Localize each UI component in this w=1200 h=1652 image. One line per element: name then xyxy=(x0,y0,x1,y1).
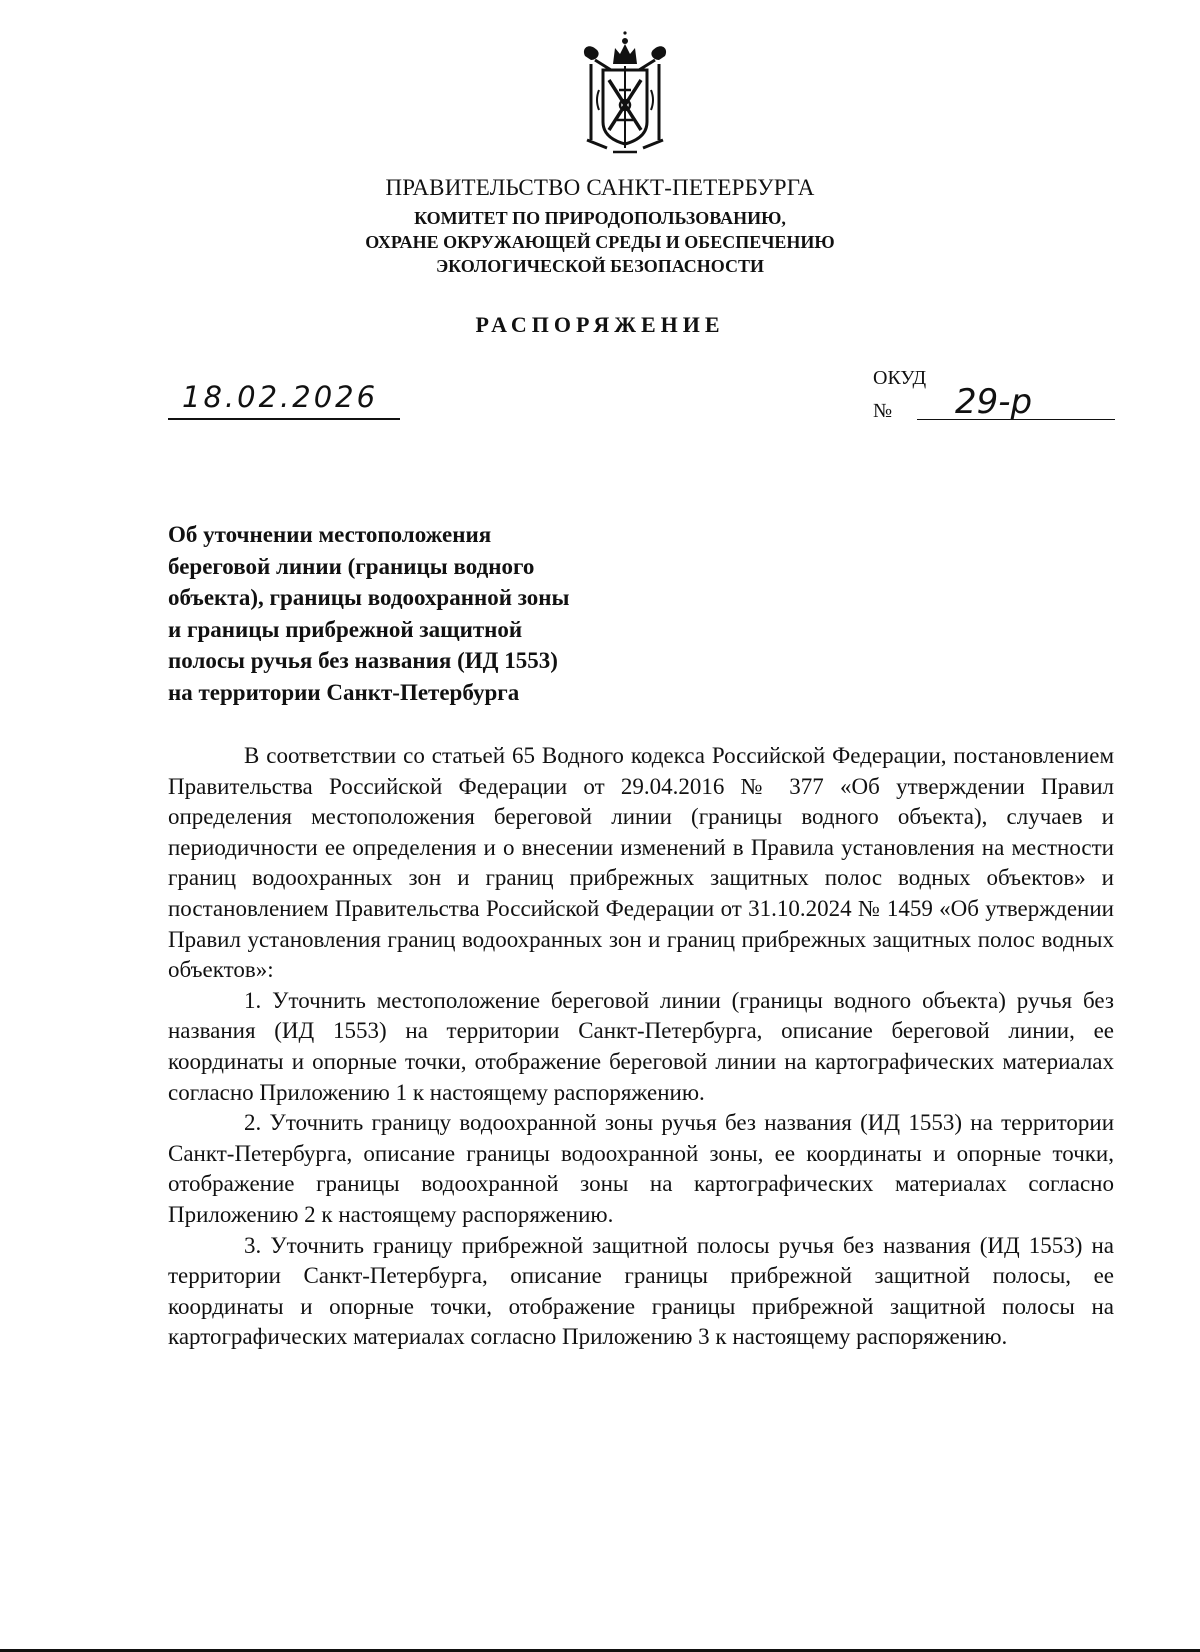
okud-label: ОКУД xyxy=(873,367,927,389)
title-line: и границы прибрежной защитной xyxy=(168,616,523,642)
clause-paragraph: 2. Уточнить границу водоохранной зоны ручья без названия (ИД 1553) на территории Санкт-Петербурга, описание границы водоохранной зоны, ее координаты и опорные точки, отображение границы водоохранной зоны на картографических материалах согласно Приложению 2 к настоящему распоряжению. xyxy=(168,1110,1114,1227)
committee-line: ЭКОЛОГИЧЕСКОЙ БЕЗОПАСНОСТИ xyxy=(435,256,765,276)
committee-name xyxy=(0,206,1200,278)
document-title xyxy=(168,519,688,708)
title-line: объекта), границы водоохранной зоны xyxy=(168,585,570,610)
title-line: на территории Санкт-Петербурга xyxy=(168,679,520,705)
preamble-paragraph: В соответствии со статьей 65 Водного кодекса Российской Федерации, постановлением Правительства Российской Федерации от 29.04.2016 № 377 «Об утверждении Правил определения местоположения береговой линии (границы водного объекта), случаев и периодичности ее определения и о внесении изменений в Правила установления на местности границ водоохранных зон и границ прибрежных защитных полос водных объектов» и постановлением Правительства Российской Федерации от 31.10.2024 № 1459 «Об утверждении Правил установления границ водоохранных зон и границ прибрежных защитных полос водных объектов»: xyxy=(168,743,1114,983)
date-field xyxy=(168,380,400,420)
title-line: Об уточнении местоположения xyxy=(168,522,492,547)
date-underline xyxy=(168,418,400,420)
clause-paragraph: 3. Уточнить границу прибрежной защитной полосы ручья без названия (ИД 1553) на территории Санкт-Петербурга, описание границы прибрежной защитной полосы, ее координаты и опорные точки, отображение границы прибрежной защитной полосы на картографических материалах согласно Приложению 3 к настоящему распоряжению. xyxy=(168,1232,1114,1350)
saint-petersburg-coat-of-arms-icon xyxy=(577,30,673,160)
government-name: ПРАВИТЕЛЬСТВО САНКТ-ПЕТЕРБУРГА xyxy=(385,175,815,200)
number-label: № xyxy=(873,400,893,422)
number-underline xyxy=(917,419,1115,420)
handwritten-number: 29-р xyxy=(955,382,1033,422)
handwritten-date: 18.02.2026 xyxy=(182,380,379,414)
document-type: РАСПОРЯЖЕНИЕ xyxy=(475,312,725,337)
title-line: полосы ручья без названия (ИД 1553) xyxy=(168,648,558,673)
committee-line: ОХРАНЕ ОКРУЖАЮЩЕЙ СРЕДЫ И ОБЕСПЕЧЕНИЮ xyxy=(365,232,835,252)
committee-line: КОМИТЕТ ПО ПРИРОДОПОЛЬЗОВАНИЮ, xyxy=(414,208,786,228)
clause-paragraph: 1. Уточнить местоположение береговой линии (границы водного объекта) ручья без названия (ИД 1553) на территории Санкт-Петербурга, описание береговой линии, ее координаты и опорные точки, отображение береговой линии на картографических материалах согласно Приложению 1 к настоящему распоряжению. xyxy=(168,987,1114,1105)
title-line: береговой линии (границы водного xyxy=(168,553,535,579)
document-body xyxy=(168,741,1114,1353)
